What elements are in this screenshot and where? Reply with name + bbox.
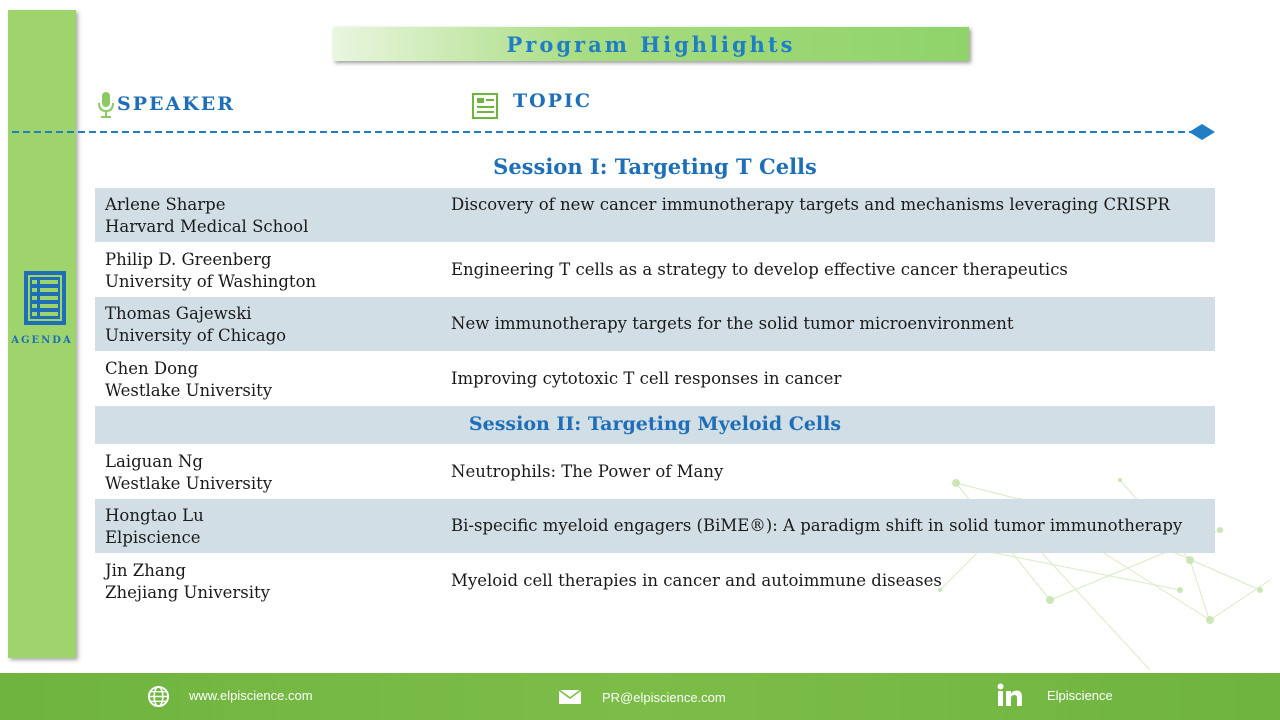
- agenda-sidebar: [8, 10, 76, 658]
- table-row: [95, 554, 1215, 608]
- speaker-cell: [105, 505, 435, 549]
- speaker-column-header: SPEAKER: [117, 93, 236, 115]
- speaker-affiliation: Harvard Medical School: [105, 217, 309, 236]
- speaker-cell: [105, 303, 435, 347]
- topic-cell: Neutrophils: The Power of Many: [451, 462, 724, 481]
- speaker-name: Laiguan Ng: [105, 452, 203, 471]
- footer: [0, 673, 1280, 720]
- speaker-cell: [105, 249, 435, 293]
- speaker-name: Thomas Gajewski: [105, 304, 252, 323]
- table-row: [95, 243, 1215, 297]
- speaker-name: Jin Zhang: [105, 561, 186, 580]
- linkedin-link[interactable]: Elpiscience: [1047, 688, 1113, 703]
- speaker-cell: [105, 451, 435, 495]
- topic-cell: New immunotherapy targets for the solid tumor microenvironment: [451, 314, 1014, 333]
- dashed-divider: [12, 124, 1217, 140]
- speaker-affiliation: Zhejiang University: [105, 583, 270, 602]
- speaker-name: Philip D. Greenberg: [105, 250, 272, 269]
- topic-cell: Bi-specific myeloid engagers (BiME®): A paradigm shift in solid tumor immunotherapy: [451, 516, 1183, 535]
- title-banner: [333, 27, 969, 61]
- session-header-row: [95, 406, 1215, 444]
- page-title: Program Highlights: [506, 31, 796, 57]
- linkedin-icon: [997, 683, 1023, 707]
- mail-icon: [558, 689, 582, 705]
- speaker-name: Chen Dong: [105, 359, 199, 378]
- speaker-affiliation: Westlake University: [105, 474, 273, 493]
- email-link[interactable]: PR@elpiscience.com: [602, 690, 726, 705]
- globe-icon: [147, 685, 170, 708]
- speaker-cell: [105, 560, 435, 604]
- topic-cell: Improving cytotoxic T cell responses in cancer: [451, 369, 842, 388]
- speaker-affiliation: Westlake University: [105, 381, 273, 400]
- table-row: [95, 499, 1215, 553]
- table-row: [95, 188, 1215, 242]
- agenda-list-icon: [23, 270, 67, 326]
- topic-column-header: TOPIC: [513, 90, 592, 112]
- topic-cell: Myeloid cell therapies in cancer and autoimmune diseases: [451, 571, 942, 590]
- website-link[interactable]: www.elpiscience.com: [189, 688, 313, 703]
- microphone-icon: [96, 91, 116, 119]
- table-row: [95, 445, 1215, 499]
- session-2-title: Session II: Targeting Myeloid Cells: [468, 413, 842, 435]
- topic-document-icon: [471, 92, 499, 120]
- speaker-name: Arlene Sharpe: [105, 195, 226, 214]
- speaker-affiliation: Elpiscience: [105, 528, 201, 547]
- speaker-cell: [105, 358, 435, 402]
- topic-cell: Discovery of new cancer immunotherapy targets and mechanisms leveraging CRISPR: [451, 195, 1170, 214]
- table-row: [95, 297, 1215, 351]
- topic-cell: Engineering T cells as a strategy to develop effective cancer therapeutics: [451, 260, 1068, 279]
- session-1-title: Session I: Targeting T Cells: [493, 154, 817, 179]
- speaker-affiliation: University of Washington: [105, 272, 317, 291]
- speaker-name: Hongtao Lu: [105, 506, 204, 525]
- speaker-affiliation: University of Chicago: [105, 326, 287, 345]
- table-row: [95, 352, 1215, 406]
- agenda-label: AGENDA: [11, 335, 73, 346]
- speaker-cell: [105, 194, 435, 238]
